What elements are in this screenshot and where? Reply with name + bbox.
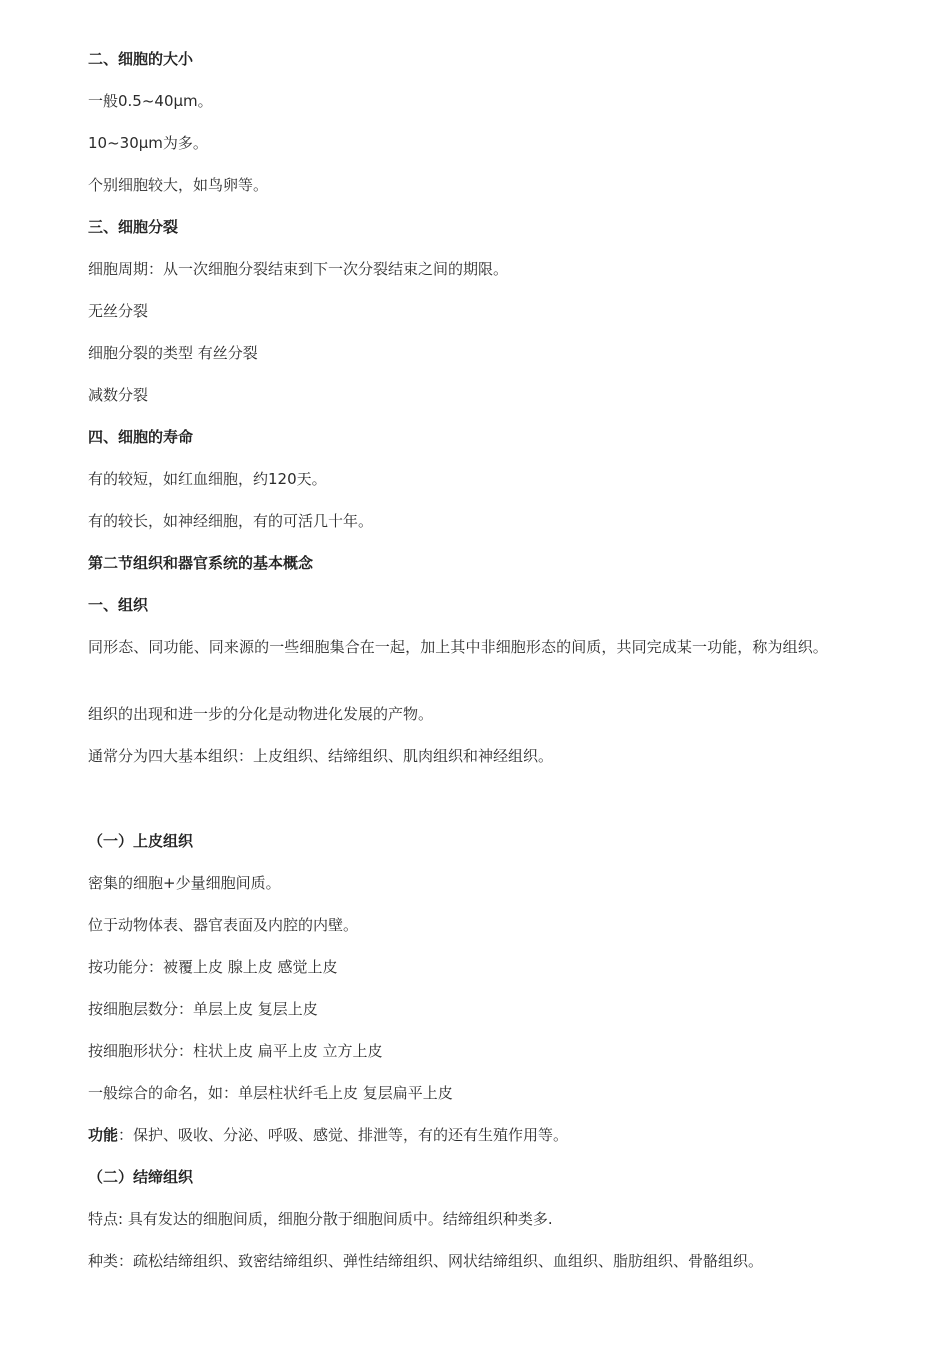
paragraph: 组织的出现和进一步的分化是动物进化发展的产物。 [88, 705, 434, 723]
paragraph: 按细胞形状分：柱状上皮 扁平上皮 立方上皮 [88, 1042, 383, 1060]
paragraph: 密集的细胞+少量细胞间质。 [88, 874, 281, 892]
paragraph: 种类：疏松结缔组织、致密结缔组织、弹性结缔组织、网状结缔组织、血组织、脂肪组织、骨骼组织。 [88, 1252, 764, 1270]
paragraph: 一般0.5~40μm。 [88, 92, 213, 110]
paragraph: 个别细胞较大，如鸟卵等。 [88, 176, 269, 194]
section-heading-cell-division: 三、细胞分裂 [88, 218, 179, 236]
paragraph: 10~30μm为多。 [88, 134, 208, 152]
paragraph: 位于动物体表、器官表面及内腔的内壁。 [88, 916, 359, 934]
section-heading-cell-size: 二、细胞的大小 [88, 50, 194, 68]
paragraph: 有的较短，如红血细胞，约120天。 [88, 470, 327, 488]
chapter-section-title: 第二节组织和器官系统的基本概念 [88, 554, 314, 572]
section-heading-tissue: 一、组织 [88, 596, 149, 614]
section-heading-cell-lifespan: 四、细胞的寿命 [88, 428, 194, 446]
subsection-heading-epithelial: （一）上皮组织 [88, 832, 194, 850]
paragraph: 按功能分：被覆上皮 腺上皮 感觉上皮 [88, 958, 338, 976]
paragraph: 一般综合的命名，如：单层柱状纤毛上皮 复层扁平上皮 [88, 1084, 453, 1102]
paragraph-function [88, 1125, 568, 1146]
subsection-heading-connective: （二）结缔组织 [88, 1168, 194, 1186]
paragraph: 减数分裂 [88, 386, 149, 404]
paragraph: 无丝分裂 [88, 302, 149, 320]
paragraph: 按细胞层数分：单层上皮 复层上皮 [88, 1000, 318, 1018]
function-text: ：保护、吸收、分泌、呼吸、感觉、排泄等，有的还有生殖作用等。 [118, 1126, 569, 1144]
paragraph: 特点: 具有发达的细胞间质，细胞分散于细胞间质中。结缔组织种类多. [88, 1210, 553, 1228]
paragraph: 有的较长，如神经细胞，有的可活几十年。 [88, 512, 374, 530]
paragraph: 通常分为四大基本组织：上皮组织、结缔组织、肌肉组织和神经组织。 [88, 747, 554, 765]
paragraph: 细胞周期：从一次细胞分裂结束到下一次分裂结束之间的期限。 [88, 260, 509, 278]
paragraph: 细胞分裂的类型 有丝分裂 [88, 344, 258, 362]
paragraph-tissue-definition: 同形态、同功能、同来源的一些细胞集合在一起，加上其中非细胞形态的间质，共同完成某一功能，称为组织。 [88, 638, 828, 656]
function-label: 功能 [88, 1126, 119, 1144]
